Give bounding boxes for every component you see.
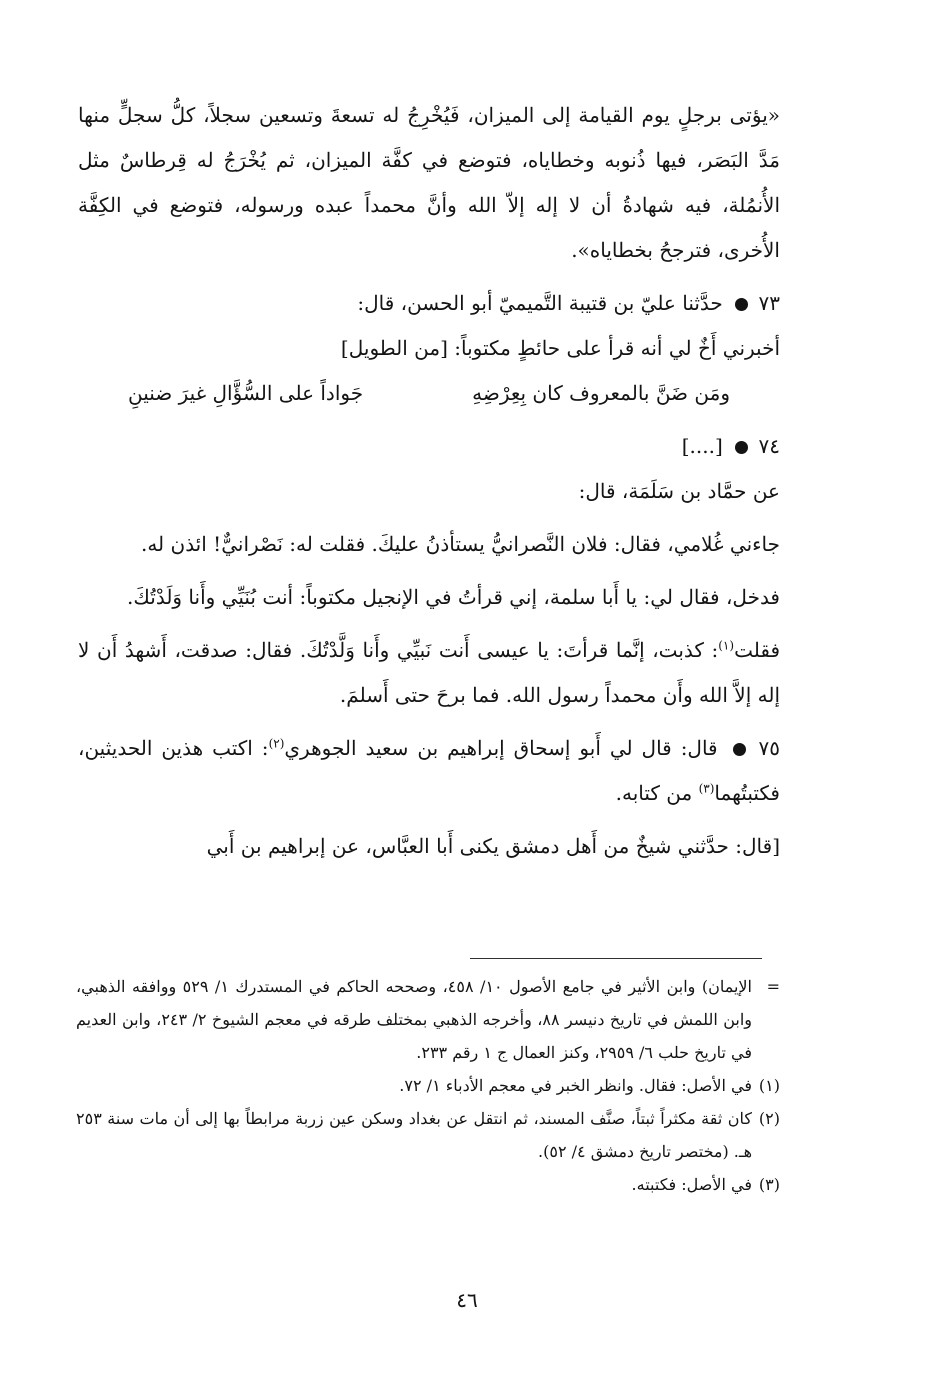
footnote-continuation: = الإيمان) وابن الأثير في جامع الأصول ١٠/ ٤٥٨، وصححه الحاكم في المستدرك ١/ ٥٢٩ ووافقه الذهبي، وابن اللمش في تاريخ دنيسر ٨٨، وأخرجه الذهبي بمختلف طرقه في معجم الشيوخ ٢/ ٢٤٣، وابن العديم في تاريخ حلب ٦/ ٢٩٥٩، وكنز العمال ج ١ رقم ٢٣٣. xyxy=(76,970,780,1069)
footnote-number: (٣) xyxy=(758,1175,780,1194)
footnote-ref: (١) xyxy=(718,638,735,653)
verse-second-hemistich: جَواداً على السُّؤَّالِ غيرَ ضنينِ xyxy=(128,381,364,405)
footnote-2: (٢) كان ثقة مكثراً ثبتاً، صنَّف المسند، ثم انتقل عن بغداد وسكن عين زربة مرابطاً بها إلى أن مات سنة ٢٥٣ هـ. (مختصر تاريخ دمشق ٤/ ٥٢). xyxy=(76,1102,780,1168)
footnote-ref: (٣) xyxy=(698,781,715,796)
poem-verse xyxy=(78,371,780,416)
bullet-icon xyxy=(735,441,748,454)
bullet-icon xyxy=(733,743,746,756)
entry-number: ٧٥ xyxy=(758,736,781,760)
footnote-1: (١) في الأصل: فقال. وانظر الخبر في معجم الأدباء ١/ ٧٢. xyxy=(76,1069,780,1102)
entry-73-heading xyxy=(78,281,780,326)
footnote-ref: (٢) xyxy=(268,736,285,751)
page-number: ٤٦ xyxy=(456,1288,478,1312)
footnote-number: (١) xyxy=(758,1076,780,1095)
main-text xyxy=(78,93,780,869)
entry-isnad: حدَّثنا عليّ بن قتيبة التَّميميّ أبو الحسن، قال: xyxy=(357,291,723,315)
footnote-divider xyxy=(470,958,762,959)
entry-number: ٧٣ xyxy=(758,291,780,315)
footnotes xyxy=(76,970,780,1201)
entry-75: ٧٥ قال: قال لي أَبو إسحاق إبراهيم بن سعيد الجوهري$^{(٢)}$: اكتب هذين الحديثين، فكتبتُهما$^{(٣)}$ من كتابه. xyxy=(78,736,781,805)
entry-74-paragraph: جاءني غُلامي، فقال: فلان النَّصرانيُّ يستأذنُ عليكَ. فقلت له: نَصْرانيٌّ! ائذن له. xyxy=(140,532,780,556)
verse-first-hemistich: ومَن ضَنَّ بالمعروف كان بِعِرْضِهِ xyxy=(472,381,730,405)
entry-74-heading xyxy=(78,424,780,469)
hadith-text: «يؤتى برجلٍ يوم القيامة إلى الميزان، فَيُخْرِجُ له تسعةَ وتسعين سجلاً، كلُّ سجلٍّ منها مَدَّ البَصَر، فيها ذُنوبه وخطاياه، فتوضع في كفَّة الميزان، ثم يُخْرَجُ له قِرطاسٌ مثل الأُنمُلة، فيه شهادةُ أن لا إله إلاّ الله وأنَّ محمداً عبده ورسوله، فتوضع في الكِفَّة الأُخرى، فترجحُ بخطاياه». xyxy=(78,103,780,262)
entry-gap-marker: [....] xyxy=(681,434,723,458)
entry-76-start: [قال: حدَّثني شيخٌ من أَهل دمشق يكنى أَبا العبَّاس، عن إبراهيم بن أَبي xyxy=(206,834,780,858)
footnote-3: (٣) في الأصل: فكتبته. xyxy=(76,1168,780,1201)
entry-74-paragraph: فقلت$^{(١)}$: كذبت، إنَّما قرأتَ: يا عيسى أَنت نَبيِّي وأَنا وَلَّدْتُكَ. فقال: صدقت، أَشهدُ أَن لا إله إلاَّ الله وأَن محمداً رسول الله. فما برحَ حتى أَسلمَ. xyxy=(78,638,780,707)
entry-number: ٧٤ xyxy=(758,434,780,458)
continuation-mark: = xyxy=(766,977,780,996)
entry-74-paragraph: فدخل، فقال لي: يا أَبا سلمة، إني قرأتُ في الإنجيل مكتوباً: أنت بُنَيِّي وأَنا وَلَدْتُكَ. xyxy=(127,585,780,609)
bullet-icon xyxy=(735,298,748,311)
entry-74-isnad: عن حمَّاد بن سَلَمَة، قال: xyxy=(578,479,780,503)
entry-73-line: أخبرني أَخٌ لي أنه قرأ على حائطٍ مكتوباً: [من الطويل] xyxy=(340,336,780,360)
footnote-number: (٢) xyxy=(758,1109,780,1128)
